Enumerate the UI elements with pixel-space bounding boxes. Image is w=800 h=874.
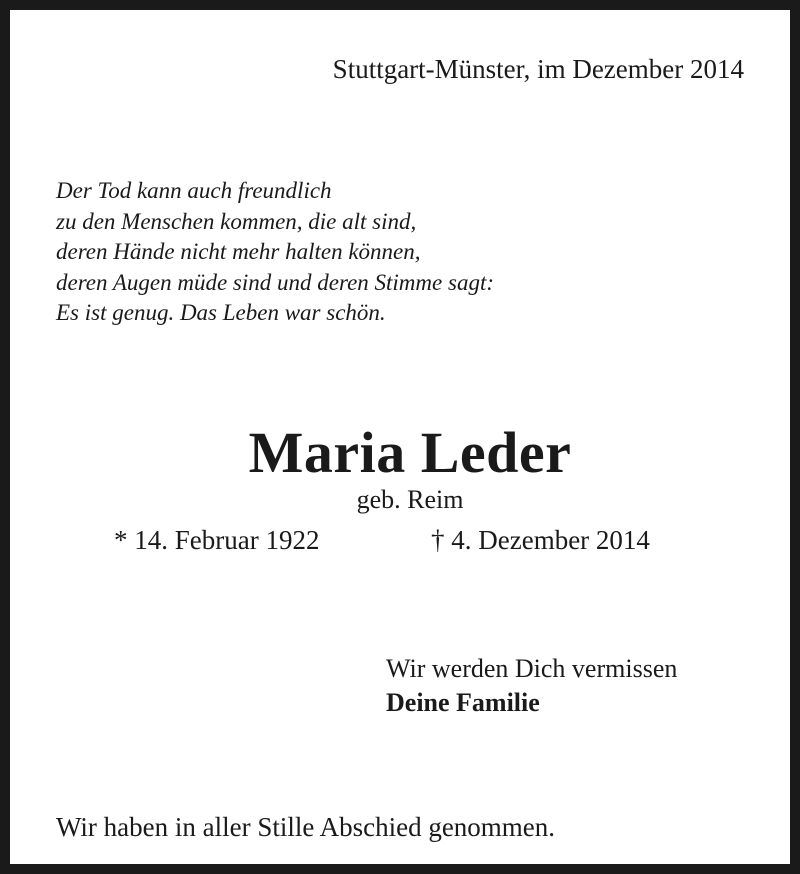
closing-block <box>386 652 677 720</box>
poem-line: deren Hände nicht mehr halten können, <box>56 239 421 264</box>
closing-message: Wir werden Dich vermissen <box>386 654 678 683</box>
poem-line: Es ist genug. Das Leben war schön. <box>56 300 386 325</box>
poem-line: deren Augen müde sind und deren Stimme sagt: <box>56 269 494 295</box>
footer-note: Wir haben in aller Stille Abschied genommen. <box>56 812 556 842</box>
poem <box>56 176 494 329</box>
place-date: Stuttgart-Münster, im Dezember 2014 <box>332 54 744 84</box>
poem-line: zu den Menschen kommen, die alt sind, <box>56 208 417 234</box>
deceased-name: Maria Leder <box>248 420 572 485</box>
family-signature: Deine Familie <box>386 688 540 717</box>
death-date: † 4. Dezember 2014 <box>431 525 650 555</box>
birth-date: * 14. Februar 1922 <box>114 525 320 555</box>
poem-line: Der Tod kann auch freundlich <box>56 178 332 203</box>
maiden-name: geb. Reim <box>356 485 464 514</box>
